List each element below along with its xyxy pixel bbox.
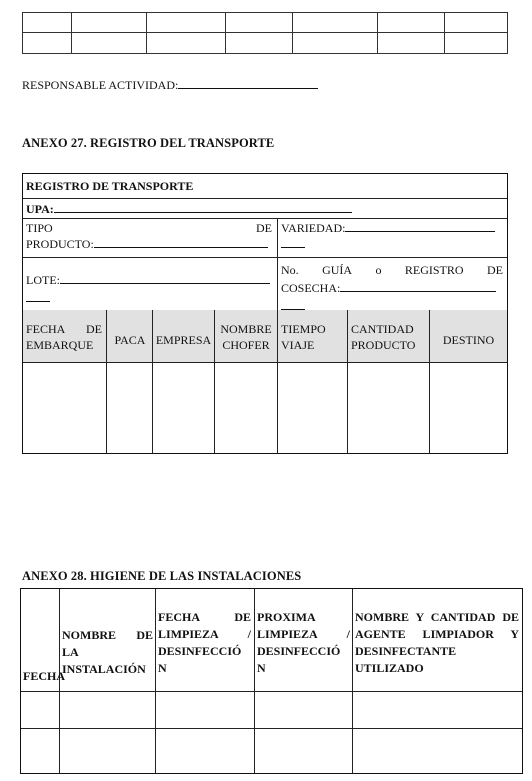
col-tiempo-word: TIEMPO xyxy=(281,322,326,336)
table-cell xyxy=(226,33,293,54)
table-cell xyxy=(378,13,445,33)
responsable-line xyxy=(178,88,318,89)
guia-word: GUÍA xyxy=(322,263,353,277)
variedad-field xyxy=(281,220,503,252)
col-prox-limpieza: LIMPIEZA xyxy=(257,627,318,641)
guia-o: o xyxy=(375,263,382,277)
variedad-line-2 xyxy=(281,247,305,248)
col-prox-desinfeccion: DESINFECCIÓ xyxy=(257,644,341,658)
col-tiempo-viaje xyxy=(281,321,326,353)
col-limp-limpieza: LIMPIEZA xyxy=(158,627,219,641)
col-agente-line-1: NOMBRE Y CANTIDAD DE xyxy=(355,610,519,624)
col-destino: DESTINO xyxy=(442,333,495,347)
transport-register-form xyxy=(22,173,508,454)
cosecha-line xyxy=(340,291,496,292)
col-agente-line-2: AGENTE LIMPIADOR Y xyxy=(355,627,519,641)
col-limp-n: N xyxy=(158,661,167,675)
upa-label: UPA: xyxy=(26,202,54,216)
column-divider xyxy=(106,310,107,453)
row-divider xyxy=(21,691,522,692)
col-viaje-word: VIAJE xyxy=(281,338,315,352)
table-cell xyxy=(23,13,72,33)
col-la-word: LA xyxy=(62,645,79,659)
tipo-de-label: DE xyxy=(256,221,272,235)
col-nombre-chofer xyxy=(215,321,277,353)
upa-field xyxy=(26,201,352,217)
table-cell xyxy=(72,33,147,54)
cosecha-label: COSECHA: xyxy=(281,281,341,295)
lote-line-2 xyxy=(26,301,50,302)
producto-label: PRODUCTO: xyxy=(26,237,94,251)
lote-label: LOTE: xyxy=(26,273,60,287)
guia-de: DE xyxy=(486,263,503,277)
column-divider xyxy=(254,589,255,773)
previous-table-fragment xyxy=(22,12,508,54)
col-nombre-word: NOMBRE xyxy=(220,322,272,336)
col-prox-proxima: PROXIMA xyxy=(257,610,316,624)
col-limp-desinfeccion: DESINFECCIÓ xyxy=(158,644,242,658)
col-chofer-word: CHOFER xyxy=(222,338,270,352)
annex-27-title: ANEXO 27. REGISTRO DEL TRANSPORTE xyxy=(22,136,275,150)
col-limp-fecha: FECHA xyxy=(158,610,200,624)
guia-registro: REGISTRO xyxy=(404,263,464,277)
table-cell xyxy=(445,13,508,33)
col-nombre-de: DE xyxy=(136,628,153,642)
row-divider xyxy=(21,728,522,729)
responsable-actividad xyxy=(22,78,318,93)
col-prox-slash: / xyxy=(346,627,350,641)
table-cell xyxy=(378,33,445,54)
table-cell xyxy=(147,33,226,54)
column-divider xyxy=(352,589,353,773)
form-title: REGISTRO DE TRANSPORTE xyxy=(26,179,194,193)
col-nombre-instalacion xyxy=(62,627,153,678)
tipo-label: TIPO xyxy=(26,221,53,235)
table-cell xyxy=(23,33,72,54)
table-cell xyxy=(293,13,378,33)
column-divider xyxy=(347,310,348,453)
table-cell xyxy=(445,33,508,54)
variedad-label: VARIEDAD: xyxy=(281,221,346,235)
col-limp-slash: / xyxy=(247,627,251,641)
column-divider xyxy=(277,218,278,310)
table-cell xyxy=(226,13,293,33)
tipo-producto-field xyxy=(26,220,272,252)
table-cell xyxy=(147,13,226,33)
col-cantidad-producto xyxy=(351,321,415,353)
col-instalacion-word: INSTALACIÓN xyxy=(62,662,146,676)
responsable-label: RESPONSABLE ACTIVIDAD: xyxy=(22,78,179,92)
column-divider xyxy=(277,310,278,453)
table-cell xyxy=(293,33,378,54)
col-proxima-limpieza xyxy=(257,609,350,677)
column-divider xyxy=(155,589,156,773)
col-agente-line-4: UTILIZADO xyxy=(355,661,424,675)
col-fecha: FECHA xyxy=(23,669,65,683)
col-cantidad-word: CANTIDAD xyxy=(351,322,414,336)
producto-line xyxy=(94,247,268,248)
col-embarque-word: EMBARQUE xyxy=(26,338,94,352)
col-agente xyxy=(355,609,519,677)
col-prox-n: N xyxy=(257,661,266,675)
guia-cosecha-field xyxy=(281,262,503,314)
table-cell xyxy=(72,13,147,33)
guia-no: No. xyxy=(281,263,299,277)
col-nombre-word: NOMBRE xyxy=(62,628,116,642)
col-limp-de: DE xyxy=(234,610,251,624)
lote-field xyxy=(26,272,272,306)
col-empresa: EMPRESA xyxy=(155,333,212,347)
annex-28-title: ANEXO 28. HIGIENE DE LAS INSTALACIONES xyxy=(22,569,302,583)
col-fecha-word: FECHA xyxy=(26,322,66,336)
col-fecha-de: DE xyxy=(86,322,102,336)
col-agente-line-3: DESINFECTANTE xyxy=(355,644,457,658)
col-producto-word: PRODUCTO xyxy=(351,338,416,352)
variedad-line xyxy=(345,231,495,232)
col-fecha-embarque xyxy=(26,321,102,353)
col-paca: PACA xyxy=(114,333,146,347)
hygiene-table xyxy=(20,588,523,774)
cosecha-line-2 xyxy=(281,309,305,310)
upa-line xyxy=(54,212,352,213)
lote-line xyxy=(60,283,270,284)
col-fecha-limpieza xyxy=(158,609,251,677)
